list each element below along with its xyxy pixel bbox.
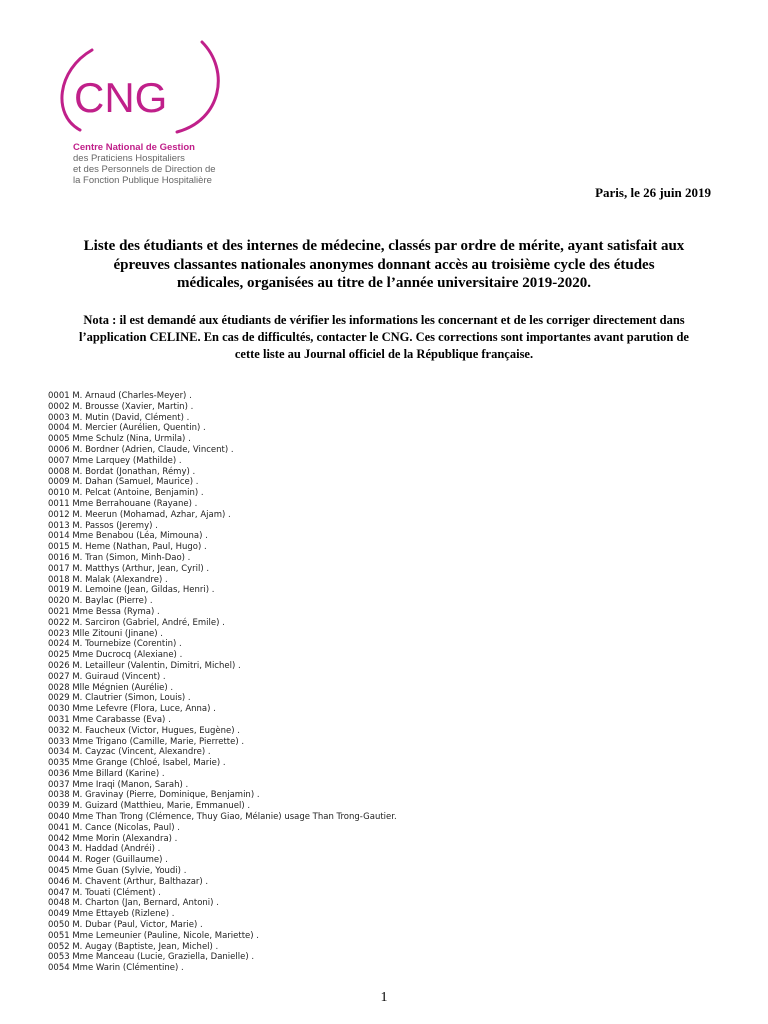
list-item: 0049 Mme Ettayeb (Rizlene) . <box>48 909 175 920</box>
list-item: 0007 Mme Larquey (Mathilde) . <box>48 455 182 466</box>
list-item: 0013 M. Passos (Jeremy) . <box>48 520 158 531</box>
org-line-1: Centre National de Gestion <box>73 142 195 153</box>
list-item: 0015 M. Heme (Nathan, Paul, Hugo) . <box>48 542 207 553</box>
org-line-4: la Fonction Publique Hospitalière <box>73 175 212 186</box>
org-line-3: et des Personnels de Direction de <box>73 164 216 175</box>
list-item: 0040 Mme Than Trong (Clémence, Thuy Giao, Mélanie) usage Than Trong-Gautier. <box>48 812 397 823</box>
list-item: 0027 M. Guiraud (Vincent) . <box>48 671 166 682</box>
list-item: 0022 M. Sarciron (Gabriel, André, Emile) . <box>48 617 225 628</box>
title-line-1: Liste des étudiants et des internes de médecine, classés par ordre de mérite, ayant satisfait aux <box>83 238 685 254</box>
nota-line-2: l’application CELINE. En cas de difficultés, contacter le CNG. Ces corrections sont importantes avant parution de <box>79 330 689 344</box>
nota-line-3: cette liste au Journal officiel de la République française. <box>234 347 534 361</box>
list-item: 0004 M. Mercier (Aurélien, Quentin) . <box>48 423 206 434</box>
list-item: 0033 Mme Trigano (Camille, Marie, Pierrette) . <box>48 736 245 747</box>
list-item: 0020 M. Baylac (Pierre) . <box>48 596 153 607</box>
title-line-2: épreuves classantes nationales anonymes donnant accès au troisième cycle des études <box>113 256 655 273</box>
student-ranking-list <box>48 391 397 974</box>
org-line-2: des Praticiens Hospitaliers <box>73 153 185 164</box>
list-item: 0042 Mme Morin (Alexandra) . <box>48 833 178 844</box>
list-item: 0035 Mme Grange (Chloé, Isabel, Marie) . <box>48 758 226 769</box>
nota-line-1: Nota : il est demandé aux étudiants de vérifier les informations les concernant et de les corriger directement dans <box>83 313 685 327</box>
list-item: 0034 M. Cayzac (Vincent, Alexandre) . <box>48 747 211 758</box>
list-item: 0030 Mme Lefevre (Flora, Luce, Anna) . <box>48 704 216 715</box>
list-item: 0024 M. Tournebize (Corentin) . <box>48 639 182 650</box>
list-item: 0014 Mme Benabou (Léa, Mimouna) . <box>48 531 208 542</box>
list-item: 0010 M. Pelcat (Antoine, Benjamin) . <box>48 488 204 499</box>
nota-notice <box>48 312 720 363</box>
list-item: 0011 Mme Berrahouane (Rayane) . <box>48 498 198 509</box>
page-number: 1 <box>380 990 388 1005</box>
title-line-3: médicales, organisées au titre de l’année universitaire 2019-2020. <box>177 275 591 291</box>
list-item: 0043 M. Haddad (Andréi) . <box>48 844 161 855</box>
list-item: 0009 M. Dahan (Samuel, Maurice) . <box>48 477 199 488</box>
list-item: 0037 Mme Iraqi (Manon, Sarah) . <box>48 779 189 790</box>
list-item: 0036 Mme Billard (Karine) . <box>48 768 165 779</box>
list-item: 0038 M. Gravinay (Pierre, Dominique, Benjamin) . <box>48 790 260 801</box>
list-item: 0012 M. Meerun (Mohamad, Azhar, Ajam) . <box>48 509 231 520</box>
list-item: 0046 M. Chavent (Arthur, Balthazar) . <box>48 876 209 887</box>
list-item: 0001 M. Arnaud (Charles-Meyer) . <box>48 391 192 401</box>
list-item: 0019 M. Lemoine (Jean, Gildas, Henri) . <box>48 585 215 596</box>
list-item: 0002 M. Brousse (Xavier, Martin) . <box>48 401 194 412</box>
list-item: 0048 M. Charton (Jan, Bernard, Antoni) . <box>48 898 219 909</box>
list-item: 0039 M. Guizard (Matthieu, Marie, Emmanuel) . <box>48 801 251 812</box>
list-item: 0005 Mme Schulz (Nina, Urmila) . <box>48 434 191 445</box>
list-item: 0017 M. Matthys (Arthur, Jean, Cyril) . <box>48 563 210 574</box>
cng-logo-text: CNG <box>74 74 168 121</box>
list-item: 0029 M. Clautrier (Simon, Louis) . <box>48 693 191 704</box>
list-item: 0044 M. Roger (Guillaume) . <box>48 855 168 866</box>
list-item: 0016 M. Tran (Simon, Minh-Dao) . <box>48 552 191 563</box>
document-title <box>48 237 720 293</box>
list-item: 0032 M. Faucheux (Victor, Hugues, Eugène) . <box>48 725 240 736</box>
list-item: 0047 M. Touati (Clément) . <box>48 887 161 898</box>
list-item: 0025 Mme Ducrocq (Alexiane) . <box>48 650 183 661</box>
list-item: 0006 M. Bordner (Adrien, Claude, Vincent) . <box>48 444 234 455</box>
list-item: 0018 M. Malak (Alexandre) . <box>48 574 168 585</box>
list-item: 0054 Mme Warin (Clémentine) . <box>48 963 184 974</box>
list-item: 0031 Mme Carabasse (Eva) . <box>48 714 171 725</box>
list-item: 0021 Mme Bessa (Ryma) . <box>48 606 160 617</box>
list-item: 0028 Mlle Mégnien (Aurélie) . <box>48 682 174 693</box>
list-item: 0052 M. Augay (Baptiste, Jean, Michel) . <box>48 941 219 952</box>
list-item: 0003 M. Mutin (David, Clément) . <box>48 412 190 423</box>
list-item: 0026 M. Letailleur (Valentin, Dimitri, Michel) . <box>48 660 241 671</box>
list-item: 0008 M. Bordat (Jonathan, Rémy) . <box>48 466 196 477</box>
list-item: 0045 Mme Guan (Sylvie, Youdi) . <box>48 866 187 877</box>
document-date: Paris, le 26 juin 2019 <box>595 185 711 200</box>
list-item: 0041 M. Cance (Nicolas, Paul) . <box>48 822 180 833</box>
organization-name <box>73 142 216 186</box>
list-item: 0051 Mme Lemeunier (Pauline, Nicole, Mariette) . <box>48 930 259 941</box>
list-item: 0023 Mlle Zitouni (Jinane) . <box>48 628 163 639</box>
list-item: 0053 Mme Manceau (Lucie, Graziella, Danielle) . <box>48 952 255 963</box>
list-item: 0050 M. Dubar (Paul, Victor, Marie) . <box>48 920 203 931</box>
